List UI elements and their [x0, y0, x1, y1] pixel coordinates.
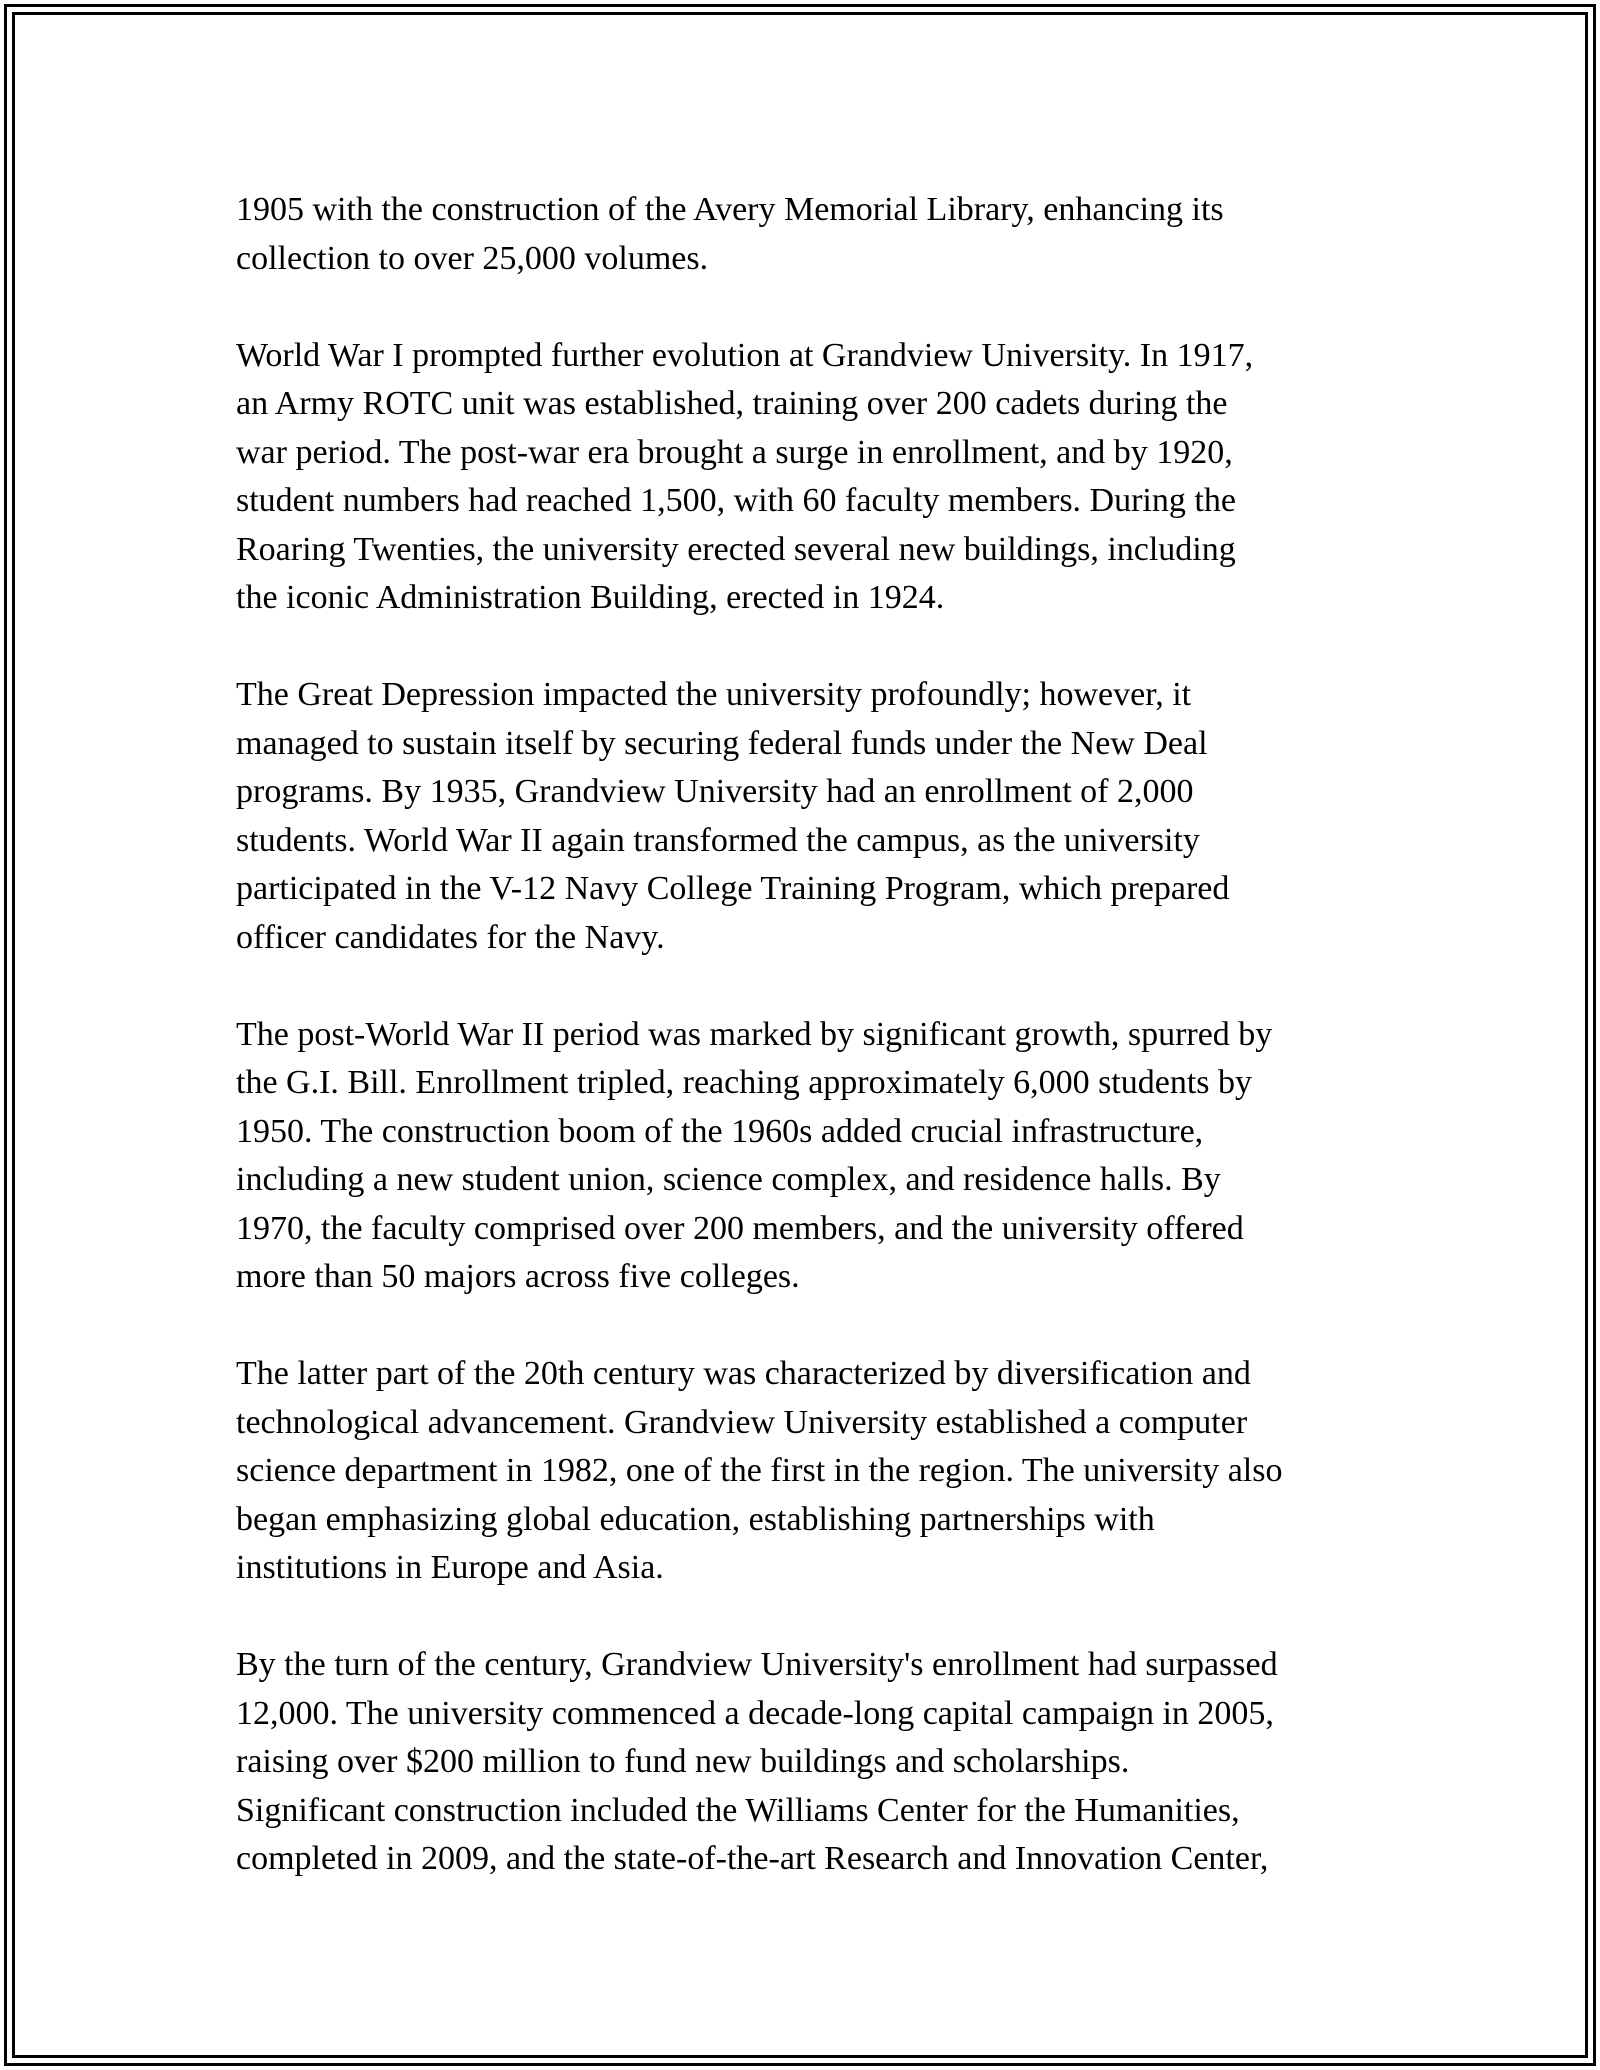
paragraph-post-war-growth: The post-World War II period was marked by significant growth, spurred by the G.I. Bill. Enrollment tripled, reaching approximately 6,000 students by 1950. The construction boom of the 1960s added crucial infrastructure, including a new student union, science complex, and residence halls. By 1970, the faculty comprised over 200 members, and the university offered more than 50 majors across five colleges.: [236, 1015, 1273, 1295]
paragraph-turn-of-century: By the turn of the century, Grandview University's enrollment had surpassed 12,000. The university commenced a decade-long capital campaign in 2005, raising over $200 million to fund new buildings and scholarships. Significant construction included the Williams Center for the Humanities, completed in 2009, and the state-of-the-art Research and Innovation Center,: [236, 1646, 1278, 1877]
paragraph-world-war-one: World War I prompted further evolution at Grandview University. In 1917, an Army ROTC unit was established, training over 200 cadets during the war period. The post-war era brought a surge in enrollment, and by 1920, student numbers had reached 1,500, with 60 faculty members. During the Roaring Twenties, the university erected several new buildings, including the iconic Administration Building, erected in 1924.: [236, 336, 1254, 616]
document-body: [236, 186, 1396, 1932]
paragraph-great-depression: The Great Depression impacted the university profoundly; however, it managed to sustain itself by securing federal funds under the New Deal programs. By 1935, Grandview University had an enrollment of 2,000 students. World War II again transformed the campus, as the university participated in the V-12 Navy College Training Program, which prepared officer candidates for the Navy.: [236, 676, 1230, 956]
paragraph-late-20th-century: The latter part of the 20th century was characterized by diversification and technological advancement. Grandview University established a computer science department in 1982, one of the first in the region. The university also began emphasizing global education, establishing partnerships with institutions in Europe and Asia.: [236, 1355, 1283, 1586]
paragraph-library: 1905 with the construction of the Avery Memorial Library, enhancing its collection to over 25,000 volumes.: [236, 191, 1224, 277]
